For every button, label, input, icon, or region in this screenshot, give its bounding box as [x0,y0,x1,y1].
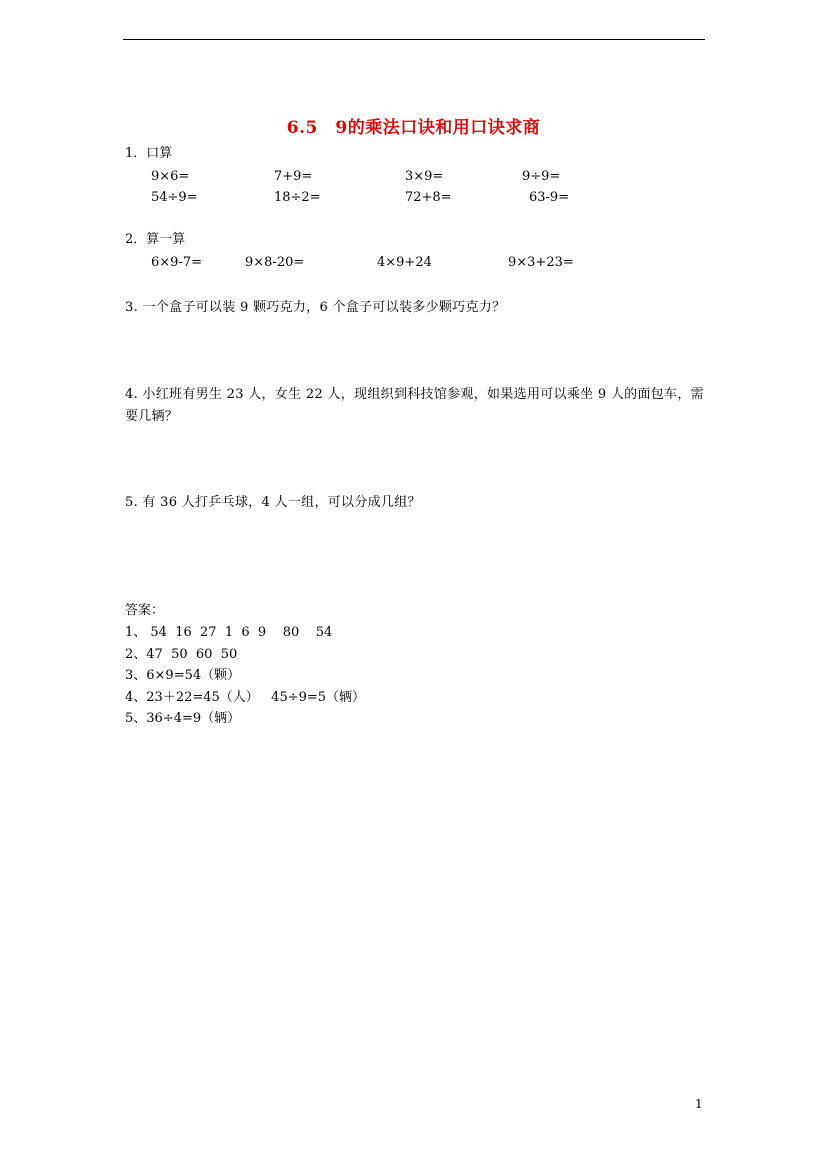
q1-item: 7+9= [274,169,313,184]
answers-heading: 答案： [125,603,165,618]
header-rule [123,39,705,40]
q1-item: 9÷9= [522,169,561,184]
answer-line: 4、23＋22=45（人） 45÷9=5（辆） [125,690,366,705]
q1-item: 72+8= [405,190,452,205]
answer-line: 3、6×9=54（颗） [125,668,241,683]
q1-item: 18÷2= [274,190,321,205]
q1-item: 54÷9= [151,190,198,205]
q1-item: 9×6= [151,169,190,184]
q2-item: 9×8-20= [245,255,305,270]
q2-item: 9×3+23= [508,255,574,270]
q1-heading: 1．口算 [125,146,173,161]
q2-item: 4×9+24 [377,255,432,270]
q5-text: 5. 有 36 人打乒乓球，4 人一组，可以分成几组？ [125,495,421,510]
answer-line: 1、 54 16 27 1 6 9 80 54 [125,625,333,640]
q1-item: 3×9= [405,169,444,184]
q1-item: 63-9= [529,190,570,205]
answer-line: 2、47 50 60 50 [125,647,238,662]
q4-text: 4. 小红班有男生 23 人，女生 22 人，现组织到科技馆参观，如果选用可以乘坐 9 人的面包车，需要几辆？ [125,387,704,424]
q2-item: 6×9-7= [151,255,202,270]
q3-text: 3. 一个盒子可以装 9 颗巧克力，6 个盒子可以装多少颗巧克力？ [125,300,506,315]
page-number: 1 [695,1097,703,1111]
page-title: 6.5 9的乘法口诀和用口诀求商 [286,118,541,138]
answer-line: 5、36÷4=9（辆） [125,711,241,726]
q2-heading: 2．算一算 [125,232,186,247]
